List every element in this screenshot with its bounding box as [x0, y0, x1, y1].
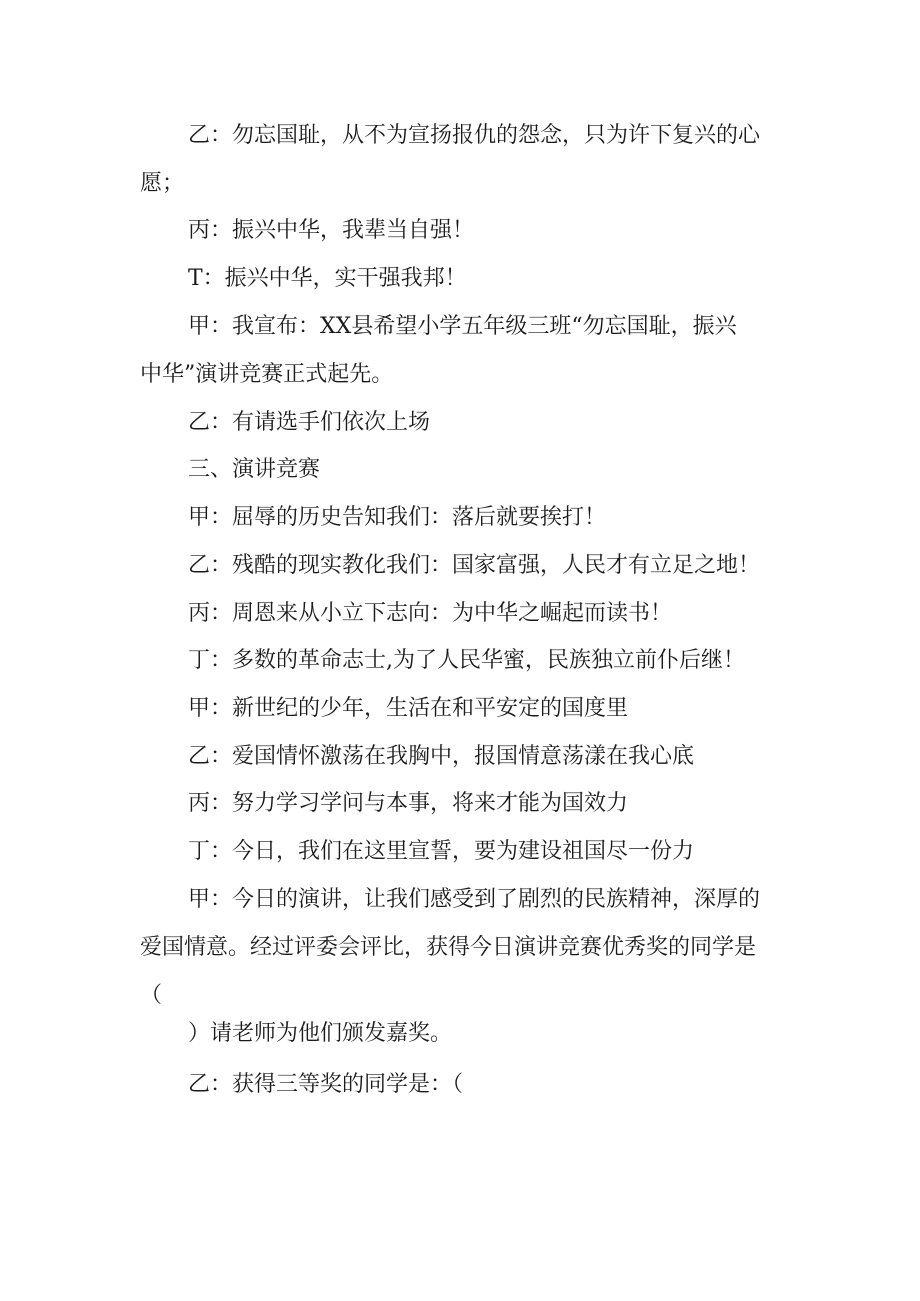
text-line: 丙：周恩来从小立下志向：为中华之崛起而读书！ [188, 601, 673, 626]
text-line: 愿； [140, 171, 185, 196]
text-line: 乙：爱国情怀激荡在我胸中，报国情意荡漾在我心底 [188, 744, 695, 769]
paragraph-1 [140, 112, 785, 208]
text-line: 甲：我宣布：XX县希望小学五年级三班“勿忘国耻，振兴 [188, 314, 737, 339]
text-line: （ [140, 983, 163, 1008]
text-line: 丁：今日，我们在这里宣誓，要为建设祖国尽一份力 [188, 839, 695, 864]
text-line: T：振兴中华，实干强我邦！ [188, 266, 467, 291]
paragraph-4 [140, 303, 785, 399]
text-line: 乙：勿忘国耻，从不为宣扬报仇的怨念，只为许下复兴的心 [188, 123, 761, 148]
paragraph-12 [140, 733, 785, 781]
paragraph-16 [140, 1010, 785, 1058]
text-line: 丙：振兴中华，我辈当自强！ [188, 218, 475, 243]
text-line: 爱国情意。经过评委会评比，获得今日演讲竞赛优秀奖的同学是 [140, 935, 757, 960]
paragraph-2 [140, 207, 785, 255]
text-line: 甲：屈辱的历史告知我们：落后就要挨打！ [188, 505, 607, 530]
paragraph-7 [140, 494, 785, 542]
paragraph-15 [140, 876, 785, 1020]
text-line: 丙：努力学习学问与本事，将来才能为国效力 [188, 791, 629, 816]
paragraph-8 [140, 542, 785, 590]
paragraph-17 [140, 1061, 785, 1109]
paragraph-13 [140, 780, 785, 828]
paragraph-11 [140, 685, 785, 733]
text-line: 三、演讲竞赛 [188, 457, 321, 482]
text-line: 中华”演讲竞赛正式起先。 [140, 362, 394, 387]
paragraph-3 [140, 255, 785, 303]
paragraph-10 [140, 637, 785, 685]
text-line: 乙：获得三等奖的同学是：（ [188, 1072, 464, 1097]
text-line: 甲：新世纪的少年，生活在和平安定的国度里 [188, 696, 629, 721]
text-line: 乙：有请选手们依次上场 [188, 410, 431, 435]
text-line: 甲：今日的演讲，让我们感受到了剧烈的民族精神，深厚的 [188, 887, 761, 912]
text-line: 乙：残酷的现实教化我们：国家富强，人民才有立足之地！ [188, 553, 761, 578]
paragraph-14 [140, 828, 785, 876]
section-heading [140, 446, 785, 494]
paragraph-5 [140, 399, 785, 447]
paragraph-9 [140, 590, 785, 638]
text-line: ）请老师为他们颁发嘉奖。 [188, 1021, 453, 1046]
text-line: 丁：多数的革命志士,为了人民华蜜，民族独立前仆后继！ [188, 648, 745, 673]
